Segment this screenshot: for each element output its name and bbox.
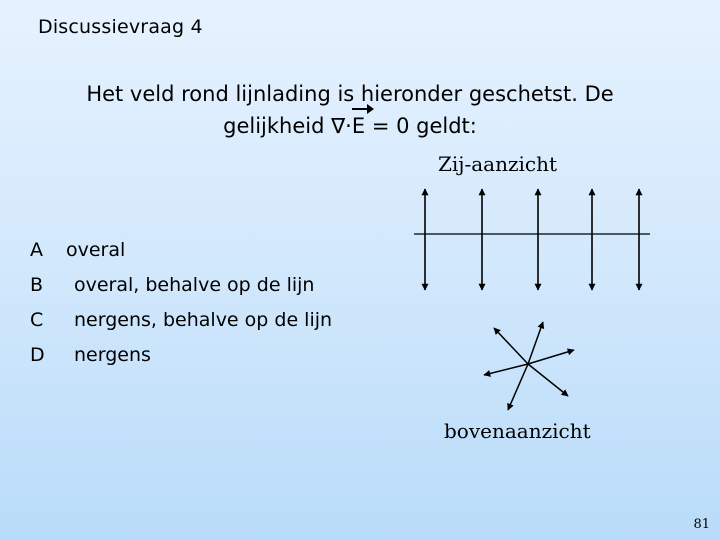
field-arrow-top-2: [528, 350, 574, 364]
page-number: 81: [693, 517, 710, 532]
field-arrow-top-1: [528, 322, 543, 364]
option-b-letter: B: [30, 274, 44, 296]
vector-e-symbol: E: [352, 110, 365, 142]
question-line-2-prefix: gelijkheid ∇·: [223, 114, 352, 138]
option-c-text: nergens, behalve op de lijn: [74, 309, 333, 331]
option-a-text: overal: [66, 239, 126, 261]
option-d-text: nergens: [74, 344, 151, 366]
question-line-1: Het veld rond lijnlading is hieronder geschetst. De: [86, 82, 614, 106]
option-b-text: overal, behalve op de lijn: [74, 274, 315, 296]
field-arrow-top-3: [528, 364, 568, 396]
option-c-letter: C: [30, 309, 44, 331]
side-view-label: Zij-aanzicht: [438, 152, 558, 176]
top-view-diagram: [484, 322, 574, 410]
field-arrow-top-4: [508, 364, 528, 410]
field-arrow-top-6: [494, 328, 528, 364]
top-view-label: bovenaanzicht: [444, 419, 591, 443]
option-a-letter: A: [30, 239, 43, 261]
question-line-2-suffix: = 0 geldt:: [365, 114, 477, 138]
option-d-letter: D: [30, 344, 45, 366]
slide-header: Discussievraag 4: [38, 16, 203, 38]
field-arrow-top-5: [484, 364, 528, 375]
side-view-diagram: [414, 189, 650, 290]
